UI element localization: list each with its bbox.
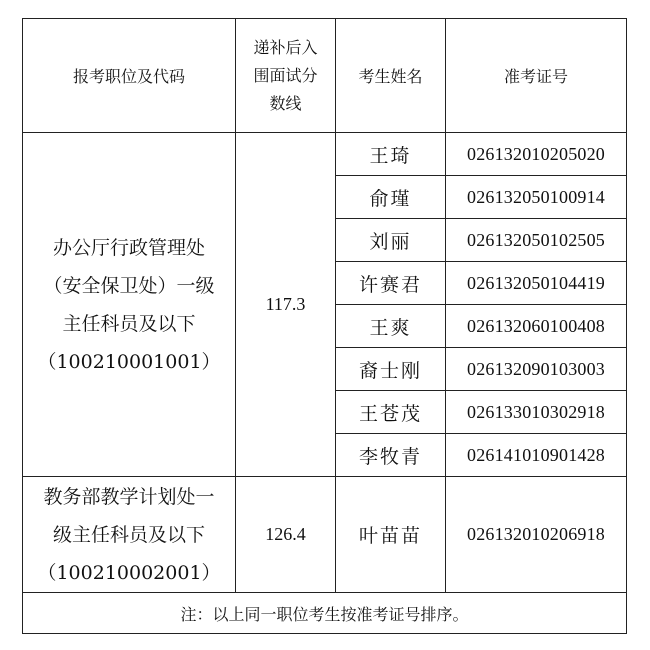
post-line: 办公厅行政管理处 [52, 236, 205, 259]
candidate-name: 刘丽 [336, 219, 446, 262]
candidate-name: 王苍茂 [336, 391, 446, 434]
candidate-id: 026141010901428 [446, 434, 627, 477]
post-line: （安全保卫处）一级 [43, 274, 215, 297]
post-cell [23, 133, 236, 477]
header-name: 考生姓名 [336, 19, 446, 133]
table-row [23, 133, 627, 176]
post-line: 级主任科员及以下 [52, 523, 205, 546]
post-line: （100210001001） [37, 350, 221, 373]
candidate-name: 俞瑾 [336, 176, 446, 219]
table-row [23, 477, 627, 593]
post-line: （100210002001） [37, 561, 221, 584]
candidate-id: 026132050102505 [446, 219, 627, 262]
header-score-line-3: 数线 [269, 93, 302, 113]
note-row [23, 593, 627, 634]
post-cell [23, 477, 236, 593]
candidate-name: 许赛君 [336, 262, 446, 305]
header-row [23, 19, 627, 133]
candidate-id: 026132010206918 [446, 477, 627, 593]
candidate-id: 026132050100914 [446, 176, 627, 219]
header-post: 报考职位及代码 [23, 19, 236, 133]
candidate-name: 王琦 [336, 133, 446, 176]
candidate-id: 026132010205020 [446, 133, 627, 176]
admission-score-table [22, 18, 627, 634]
candidate-id: 026133010302918 [446, 391, 627, 434]
candidate-id: 026132090103003 [446, 348, 627, 391]
candidate-name: 李牧青 [336, 434, 446, 477]
post-line: 教务部教学计划处一 [43, 485, 215, 508]
candidate-id: 026132060100408 [446, 305, 627, 348]
header-score-line-2: 围面试分 [253, 65, 318, 85]
score-cell: 117.3 [236, 133, 336, 477]
header-score-line [236, 19, 336, 133]
header-id: 准考证号 [446, 19, 627, 133]
table-note: 注：以上同一职位考生按准考证号排序。 [23, 593, 627, 634]
candidate-name: 王爽 [336, 305, 446, 348]
candidate-name: 裔士刚 [336, 348, 446, 391]
candidate-id: 026132050104419 [446, 262, 627, 305]
candidate-name: 叶苗苗 [336, 477, 446, 593]
header-score-line-1: 递补后入 [253, 37, 318, 57]
post-line: 主任科员及以下 [62, 312, 196, 335]
score-cell: 126.4 [236, 477, 336, 593]
